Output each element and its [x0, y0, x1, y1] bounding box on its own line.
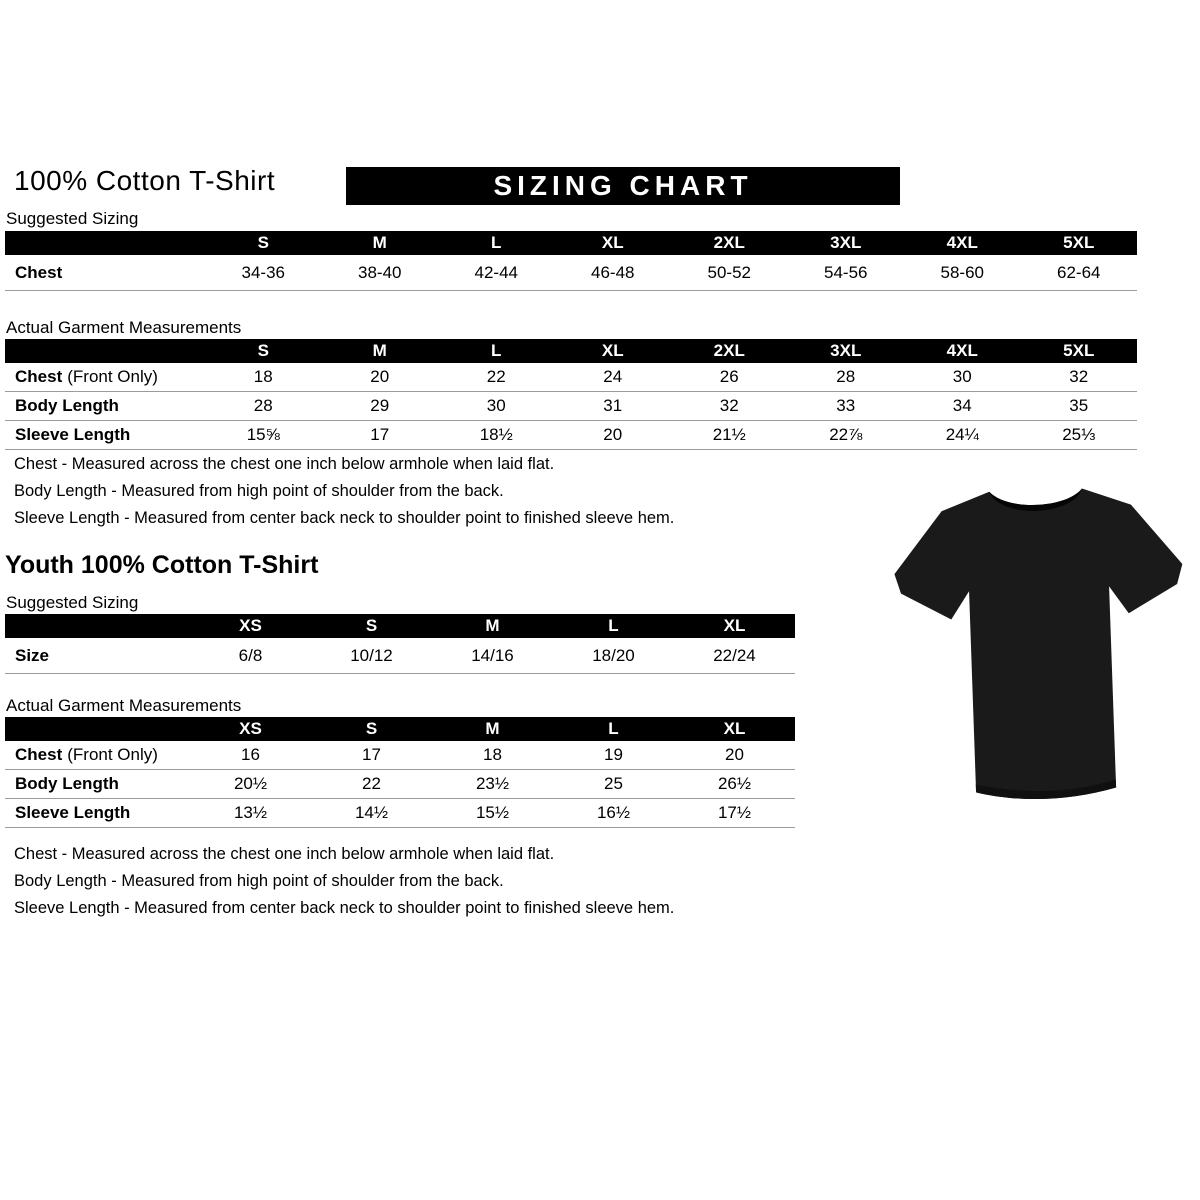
- row-label: Body Length: [15, 396, 119, 415]
- value-cell: 26: [671, 363, 788, 392]
- size-header-cell: M: [322, 231, 439, 255]
- youth-section-title: Youth 100% Cotton T-Shirt: [5, 551, 319, 579]
- adult-actual-table: [5, 339, 1137, 450]
- value-cell: 22: [311, 770, 432, 799]
- size-header-cell: XS: [190, 717, 311, 741]
- table-row-sleeve-length: [5, 421, 1137, 450]
- value-cell: 32: [671, 392, 788, 421]
- value-cell: 14½: [311, 799, 432, 828]
- value-cell: 17: [322, 421, 439, 450]
- size-header-cell: XL: [555, 339, 672, 363]
- value-cell: 29: [322, 392, 439, 421]
- note-chest: Chest - Measured across the chest one inch below armhole when laid flat.: [14, 455, 555, 473]
- size-header-cell: L: [438, 231, 555, 255]
- value-cell: 31: [555, 392, 672, 421]
- row-label: Chest: [15, 262, 63, 282]
- youth-suggested-heading: Suggested Sizing: [6, 593, 139, 612]
- value-cell: 34: [904, 392, 1021, 421]
- value-cell: 58-60: [904, 255, 1021, 291]
- value-cell: 17½: [674, 799, 795, 828]
- value-cell: 10/12: [311, 638, 432, 674]
- header-cell-empty: [5, 614, 190, 638]
- value-cell: 23½: [432, 770, 553, 799]
- value-cell: 33: [788, 392, 905, 421]
- note-sleeve-length: Sleeve Length - Measured from center back neck to shoulder point to finished sleeve hem.: [14, 509, 675, 527]
- note-chest: Chest - Measured across the chest one inch below armhole when laid flat.: [14, 845, 555, 863]
- size-header-row: [5, 614, 795, 638]
- size-header-cell: S: [311, 717, 432, 741]
- value-cell: 16½: [553, 799, 674, 828]
- size-header-cell: 5XL: [1021, 231, 1138, 255]
- size-header-cell: S: [311, 614, 432, 638]
- value-cell: 16: [190, 741, 311, 770]
- table-row-chest: [5, 363, 1137, 392]
- value-cell: 38-40: [322, 255, 439, 291]
- value-cell: 14/16: [432, 638, 553, 674]
- size-header-row: [5, 339, 1137, 363]
- value-cell: 32: [1021, 363, 1138, 392]
- table-row-chest: [5, 255, 1137, 291]
- note-body-length: Body Length - Measured from high point of shoulder from the back.: [14, 482, 504, 500]
- value-cell: 22/24: [674, 638, 795, 674]
- size-header-cell: L: [553, 614, 674, 638]
- note-body-length: Body Length - Measured from high point of shoulder from the back.: [14, 872, 504, 890]
- youth-measurement-notes: [14, 845, 674, 926]
- value-cell: 50-52: [671, 255, 788, 291]
- value-cell: 30: [904, 363, 1021, 392]
- table-row-size: [5, 638, 795, 674]
- sizing-chart-banner: SIZING CHART: [346, 167, 900, 205]
- value-cell: 26½: [674, 770, 795, 799]
- value-cell: 18: [205, 363, 322, 392]
- header-cell-empty: [5, 339, 205, 363]
- value-cell: 28: [788, 363, 905, 392]
- row-label: Chest: [15, 367, 63, 386]
- value-cell: 62-64: [1021, 255, 1138, 291]
- value-cell: 35: [1021, 392, 1138, 421]
- adult-actual-heading: Actual Garment Measurements: [6, 318, 242, 337]
- size-header-cell: XL: [674, 717, 795, 741]
- size-header-cell: XL: [555, 231, 672, 255]
- value-cell: 42-44: [438, 255, 555, 291]
- row-label-cell: [5, 392, 205, 421]
- size-header-cell: 4XL: [904, 231, 1021, 255]
- value-cell: 19: [553, 741, 674, 770]
- adult-measurement-notes: [14, 455, 674, 536]
- row-label-cell: [5, 770, 190, 799]
- youth-actual-heading: Actual Garment Measurements: [6, 696, 242, 715]
- table-row-body-length: [5, 770, 795, 799]
- adult-section-title: 100% Cotton T-Shirt: [14, 165, 276, 196]
- value-cell: 18/20: [553, 638, 674, 674]
- value-cell: 18½: [438, 421, 555, 450]
- youth-suggested-table: [5, 614, 795, 674]
- row-label-cell: [5, 363, 205, 392]
- value-cell: 25: [553, 770, 674, 799]
- value-cell: 6/8: [190, 638, 311, 674]
- size-header-cell: 3XL: [788, 339, 905, 363]
- adult-suggested-heading: Suggested Sizing: [6, 209, 139, 228]
- value-cell: 54-56: [788, 255, 905, 291]
- row-label-cell: [5, 421, 205, 450]
- value-cell: 21½: [671, 421, 788, 450]
- size-header-row: [5, 231, 1137, 255]
- adult-suggested-table: [5, 231, 1137, 291]
- size-header-cell: 4XL: [904, 339, 1021, 363]
- value-cell: 24¼: [904, 421, 1021, 450]
- size-header-cell: M: [432, 614, 553, 638]
- note-sleeve-length: Sleeve Length - Measured from center back neck to shoulder point to finished sleeve hem.: [14, 899, 675, 917]
- row-label: Body Length: [15, 774, 119, 793]
- value-cell: 13½: [190, 799, 311, 828]
- size-header-cell: XS: [190, 614, 311, 638]
- value-cell: 28: [205, 392, 322, 421]
- row-label-cell: [5, 638, 190, 674]
- tshirt-image: [893, 474, 1189, 819]
- row-label: Chest: [15, 745, 63, 764]
- row-label-cell: [5, 741, 190, 770]
- size-header-cell: XL: [674, 614, 795, 638]
- value-cell: 15½: [432, 799, 553, 828]
- value-cell: 17: [311, 741, 432, 770]
- value-cell: 20: [674, 741, 795, 770]
- size-header-row: [5, 717, 795, 741]
- row-label: Sleeve Length: [15, 803, 131, 822]
- size-header-cell: M: [432, 717, 553, 741]
- row-label: Size: [15, 645, 50, 665]
- size-header-cell: 2XL: [671, 339, 788, 363]
- value-cell: 34-36: [205, 255, 322, 291]
- row-label-note: (Front Only): [67, 367, 158, 386]
- size-header-cell: M: [322, 339, 439, 363]
- size-header-cell: L: [553, 717, 674, 741]
- tshirt-icon: [893, 474, 1189, 814]
- value-cell: 20: [555, 421, 672, 450]
- value-cell: 24: [555, 363, 672, 392]
- size-header-cell: 2XL: [671, 231, 788, 255]
- row-label-note: (Front Only): [67, 745, 158, 764]
- size-header-cell: L: [438, 339, 555, 363]
- table-row-sleeve-length: [5, 799, 795, 828]
- header-cell-empty: [5, 717, 190, 741]
- value-cell: 15⅝: [205, 421, 322, 450]
- value-cell: 20½: [190, 770, 311, 799]
- size-header-cell: 5XL: [1021, 339, 1138, 363]
- value-cell: 18: [432, 741, 553, 770]
- row-label: Sleeve Length: [15, 425, 131, 444]
- value-cell: 25⅓: [1021, 421, 1138, 450]
- row-label-cell: [5, 799, 190, 828]
- value-cell: 20: [322, 363, 439, 392]
- row-label-cell: [5, 255, 205, 291]
- value-cell: 22: [438, 363, 555, 392]
- header-cell-empty: [5, 231, 205, 255]
- value-cell: 46-48: [555, 255, 672, 291]
- value-cell: 22⅞: [788, 421, 905, 450]
- value-cell: 30: [438, 392, 555, 421]
- youth-actual-table: [5, 717, 795, 828]
- table-row-body-length: [5, 392, 1137, 421]
- table-row-chest: [5, 741, 795, 770]
- size-header-cell: S: [205, 339, 322, 363]
- size-header-cell: 3XL: [788, 231, 905, 255]
- size-header-cell: S: [205, 231, 322, 255]
